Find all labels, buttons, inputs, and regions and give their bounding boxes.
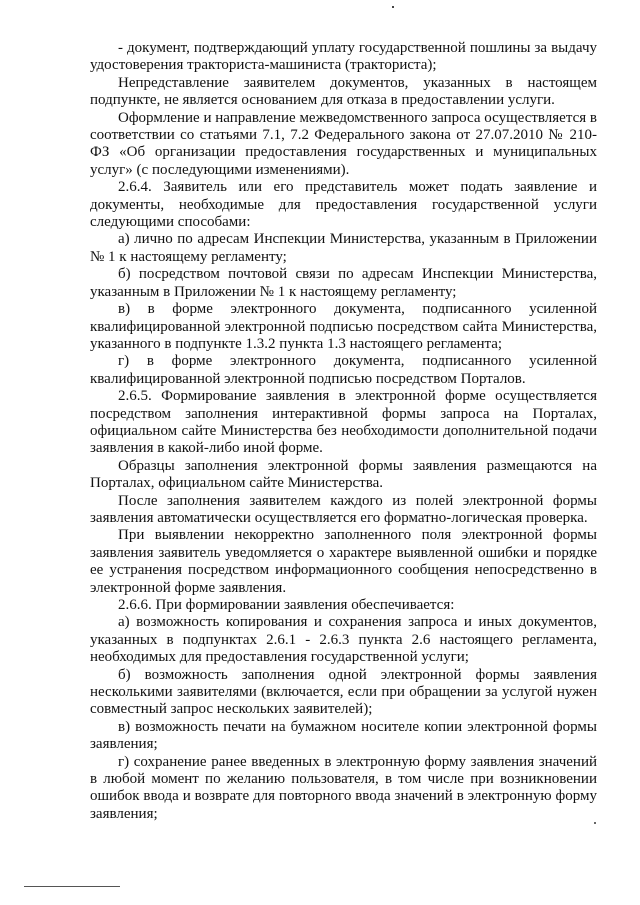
paragraph-2-6-6: 2.6.6. При формировании заявления обеспечивается: bbox=[118, 597, 455, 613]
list-item-g-save-values: г) сохранение ранее введенных в электронную форму заявления значений в любой момент по желанию пользователя, в том числе при возникновении ошибок ввода и возврате для повторного ввода значений в электронную форму заявления; bbox=[90, 753, 597, 822]
paragraph-interagency-request: Оформление и направление межведомственного запроса осуществляется в соответствии со статьями 7.1, 7.2 Федерального закона от 27.07.2010 № 210-ФЗ «Об организации предоставления государственных и муниципальных услуг» (с последующими изменениями). bbox=[90, 109, 597, 178]
list-item-v-ministry-site: в) в форме электронного документа, подписанного усиленной квалифицированной электронной подписью посредством сайта Министерства, указанного в подпункте 1.3.2 пункта 1.3 настоящего регламента; bbox=[90, 301, 597, 352]
list-item-a-copy-save: а) возможность копирования и сохранения запроса и иных документов, указанных в подпунктах 2.6.1 - 2.6.3 пункта 2.6 настоящего регламента, необходимых для предоставления государственной услуги; bbox=[90, 614, 597, 666]
paragraph-payment-document: - документ, подтверждающий уплату государственной пошлины за выдачу удостоверения тракториста-машиниста (тракториста); bbox=[90, 40, 597, 74]
paragraph-non-submission: Непредставление заявителем документов, указанных в настоящем подпункте, не является основанием для отказа в предоставлении услуги. bbox=[90, 74, 597, 109]
paragraph-2-6-5: 2.6.5. Формирование заявления в электронной форме осуществляется посредством заполнения интерактивной формы запроса на Порталах, официальном сайте Министерства без необходимости дополнительной подачи заявления в какой-либо иной форме. bbox=[90, 388, 597, 457]
paragraph-2-6-4: 2.6.4. Заявитель или его представитель может подать заявление и документы, необходимые для предоставления государственной услуги следующими способами: bbox=[90, 179, 597, 231]
footnote-divider bbox=[24, 886, 120, 887]
list-item-b-postal: б) посредством почтовой связи по адресам Инспекции Министерства, указанным в Приложении № 1 к настоящему регламенту; bbox=[90, 266, 597, 300]
scan-mark bbox=[392, 6, 394, 8]
document-page bbox=[90, 40, 597, 823]
paragraph-error-notice: При выявлении некорректно заполненного поля электронной формы заявления заявитель уведомляется о характере выявленной ошибки и порядке ее устранения посредством информационного сообщения непосредственно в электронной форме заявления. bbox=[90, 527, 597, 596]
paragraph-form-samples: Образцы заполнения электронной формы заявления размещаются на Порталах, официальном сайте Министерства. bbox=[90, 457, 597, 492]
list-item-v-print: в) возможность печати на бумажном носителе копии электронной формы заявления; bbox=[90, 718, 597, 753]
list-item-g-portals: г) в форме электронного документа, подписанного усиленной квалифицированной электронной подписью посредством Порталов. bbox=[90, 353, 597, 387]
scan-mark bbox=[594, 822, 596, 824]
list-item-a-in-person: а) лично по адресам Инспекции Министерства, указанным в Приложении № 1 к настоящему регламенту; bbox=[90, 231, 597, 265]
paragraph-format-check: После заполнения заявителем каждого из полей электронной формы заявления автоматически осуществляется его форматно-логическая проверка. bbox=[90, 492, 597, 526]
list-item-b-multiple-applicants: б) возможность заполнения одной электронной формы заявления несколькими заявителями (включается, если при обращении за услугой нужен совместный запрос нескольких заявителей); bbox=[90, 666, 597, 718]
